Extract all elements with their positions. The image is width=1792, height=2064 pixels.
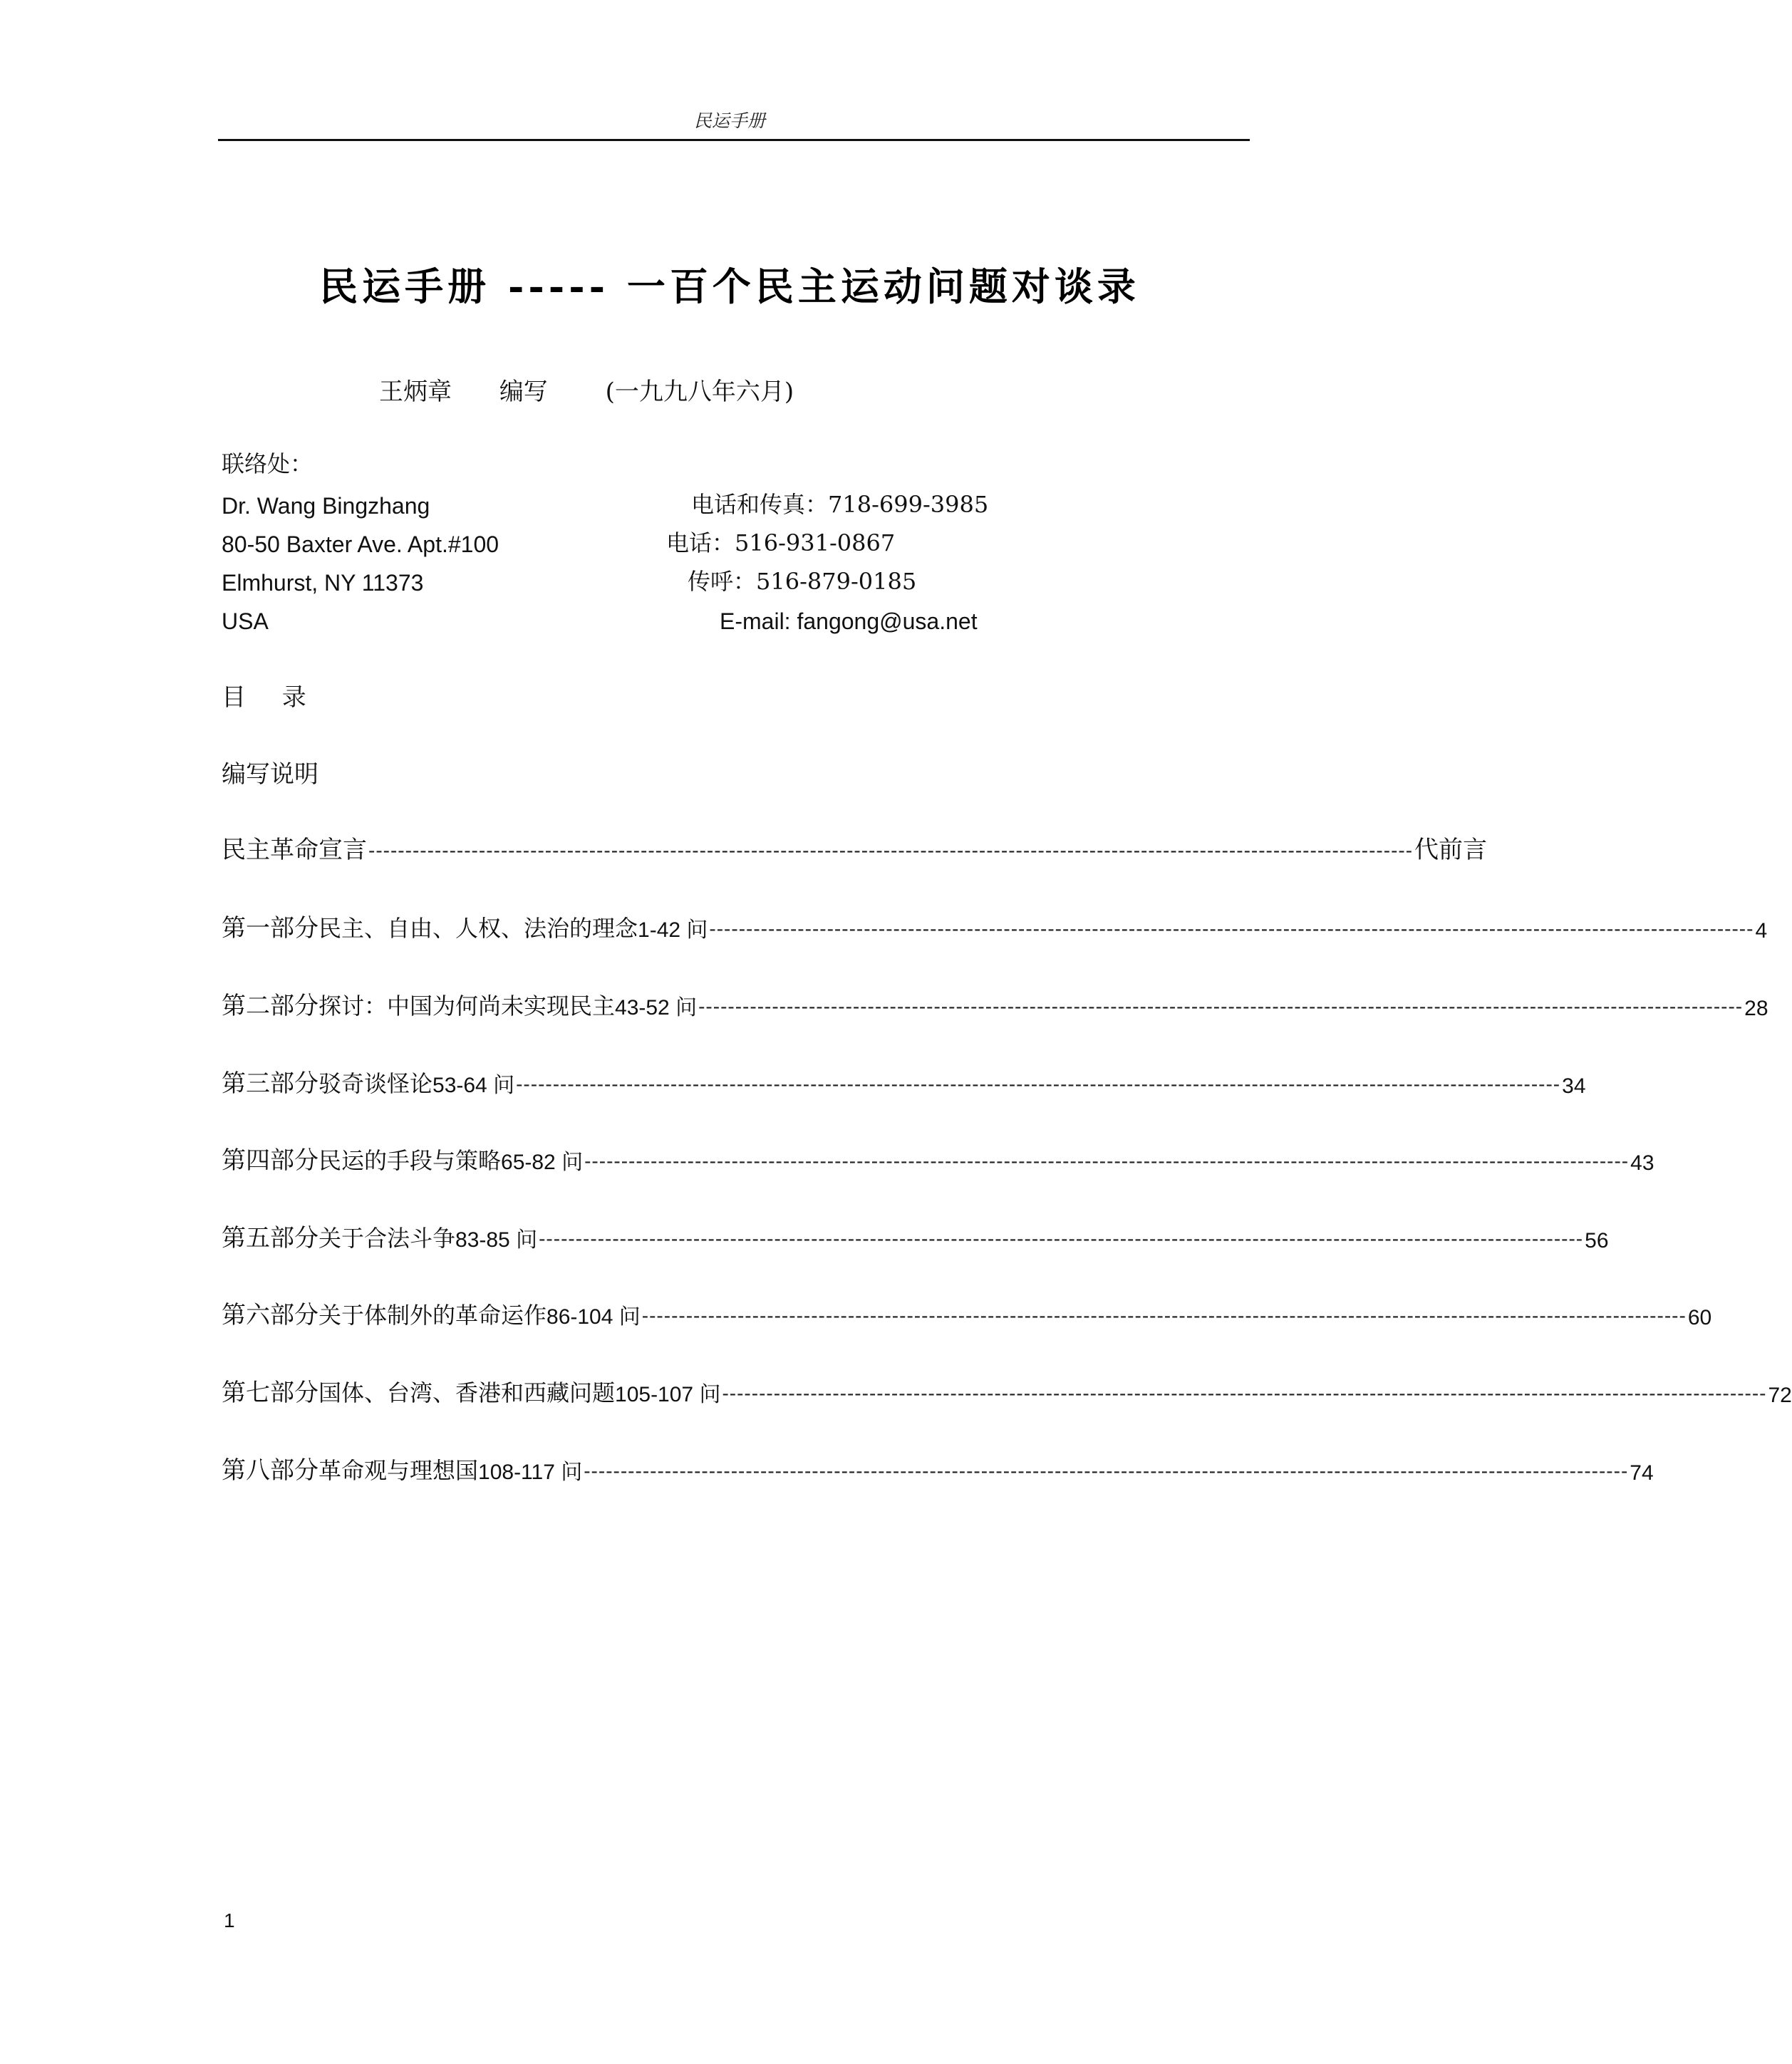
toc-leader: ---------------------------------------------------------------------------------------------------------------------------------------------- xyxy=(368,839,1414,861)
toc-leader: ---------------------------------------------------------------------------------------------------------------------------------------------- xyxy=(584,1460,1629,1482)
toc-entry-part: 第七部分 xyxy=(222,1379,318,1407)
byline-author: 王炳章 xyxy=(379,378,452,406)
toc-entry-range: 83-85 问 xyxy=(455,1228,538,1252)
toc-entry-title: 国体、台湾、香港和西藏问题 xyxy=(318,1379,616,1406)
toc-entry-part: 第二部分 xyxy=(222,992,318,1020)
toc-entry-page: 4 xyxy=(1755,919,1768,943)
toc-entry-title: 关于合法斗争 xyxy=(318,1225,456,1252)
address-line: 80-50 Baxter Ave. Apt.#100 xyxy=(222,531,499,557)
toc-entry-page: 34 xyxy=(1562,1074,1586,1098)
toc-entry-page: 43 xyxy=(1630,1151,1654,1175)
pager: 传呼：516-879-0185 xyxy=(688,568,917,595)
toc-entry xyxy=(222,1222,1609,1253)
toc-entry-title: 民运的手段与策略 xyxy=(318,1147,502,1174)
document-title: 民运手册 ----- 一百个民主运动问题对谈录 xyxy=(319,264,1140,309)
toc-entry-part: 第八部分 xyxy=(222,1456,318,1485)
toc-entry-page: 72 xyxy=(1768,1384,1792,1407)
phone-fax: 电话和传真：718-699-3985 xyxy=(691,491,989,518)
phone: 电话：516-931-0867 xyxy=(666,529,896,556)
page-number: 1 xyxy=(224,1909,235,1931)
toc-entry-range: 43-52 问 xyxy=(615,996,698,1020)
byline-date: (一九九八年六月) xyxy=(605,378,794,406)
address-line: USA xyxy=(222,608,269,634)
toc-entry xyxy=(222,1144,1654,1176)
contact-label: 联络处： xyxy=(222,450,314,477)
toc-entry-title: 探讨：中国为何尚未实现民主 xyxy=(318,992,616,1020)
toc-entry-range: 65-82 问 xyxy=(501,1151,584,1174)
address-line: Elmhurst, NY 11373 xyxy=(222,570,424,596)
email: E-mail: fangong@usa.net xyxy=(720,608,978,634)
toc-entry-title: 驳奇谈怪论 xyxy=(318,1070,433,1097)
toc-entry-range: 1-42 问 xyxy=(638,918,708,942)
toc-entry-page: 28 xyxy=(1744,997,1768,1020)
toc-entry-page: 74 xyxy=(1630,1461,1654,1485)
toc-preface xyxy=(222,834,1488,865)
toc-entry-range: 108-117 问 xyxy=(478,1461,583,1484)
toc-entry-part: 第三部分 xyxy=(222,1069,318,1098)
toc-entry xyxy=(222,1454,1654,1485)
toc-leader: ---------------------------------------------------------------------------------------------------------------------------------------------- xyxy=(641,1305,1687,1327)
toc-entry xyxy=(222,1376,1792,1408)
toc-entry xyxy=(222,990,1768,1021)
toc-entry xyxy=(222,1067,1586,1099)
toc-intro: 编写说明 xyxy=(222,760,318,789)
toc-preface-page: 代前言 xyxy=(1414,836,1488,864)
byline xyxy=(379,372,794,407)
toc-entry-title: 革命观与理想国 xyxy=(318,1457,479,1484)
toc-entry-range: 53-64 问 xyxy=(433,1074,515,1097)
toc-leader: ---------------------------------------------------------------------------------------------------------------------------------------------- xyxy=(698,995,1744,1017)
header-rule xyxy=(218,139,1250,141)
toc-entry-part: 第一部分 xyxy=(222,914,318,943)
toc-leader: ---------------------------------------------------------------------------------------------------------------------------------------------- xyxy=(516,1073,1561,1095)
address-line: Dr. Wang Bingzhang xyxy=(222,493,430,519)
toc-entry-page: 56 xyxy=(1585,1229,1609,1253)
toc-entry-page: 60 xyxy=(1687,1306,1712,1329)
byline-role: 编写 xyxy=(499,378,548,406)
toc-entry-title: 民主、自由、人权、法治的理念 xyxy=(318,915,638,942)
toc-entry-title: 关于体制外的革命运作 xyxy=(318,1302,547,1329)
toc-heading: 目 录 xyxy=(222,683,321,712)
toc-entry-part: 第四部分 xyxy=(222,1146,318,1175)
toc-entry-range: 86-104 问 xyxy=(547,1305,641,1329)
toc-leader: ---------------------------------------------------------------------------------------------------------------------------------------------- xyxy=(722,1382,1767,1404)
toc-entry-part: 第六部分 xyxy=(222,1301,318,1329)
toc-leader: ---------------------------------------------------------------------------------------------------------------------------------------------- xyxy=(584,1150,1630,1172)
toc-entry xyxy=(222,912,1768,943)
toc-leader: ---------------------------------------------------------------------------------------------------------------------------------------------- xyxy=(709,918,1754,940)
toc-entry-range: 105-107 问 xyxy=(615,1383,721,1406)
toc-preface-title: 民主革命宣言 xyxy=(222,836,367,864)
toc-entry xyxy=(222,1299,1712,1330)
toc-entry-part: 第五部分 xyxy=(222,1224,318,1253)
running-header: 民运手册 xyxy=(693,110,765,131)
toc-leader: ---------------------------------------------------------------------------------------------------------------------------------------------- xyxy=(539,1228,1584,1250)
